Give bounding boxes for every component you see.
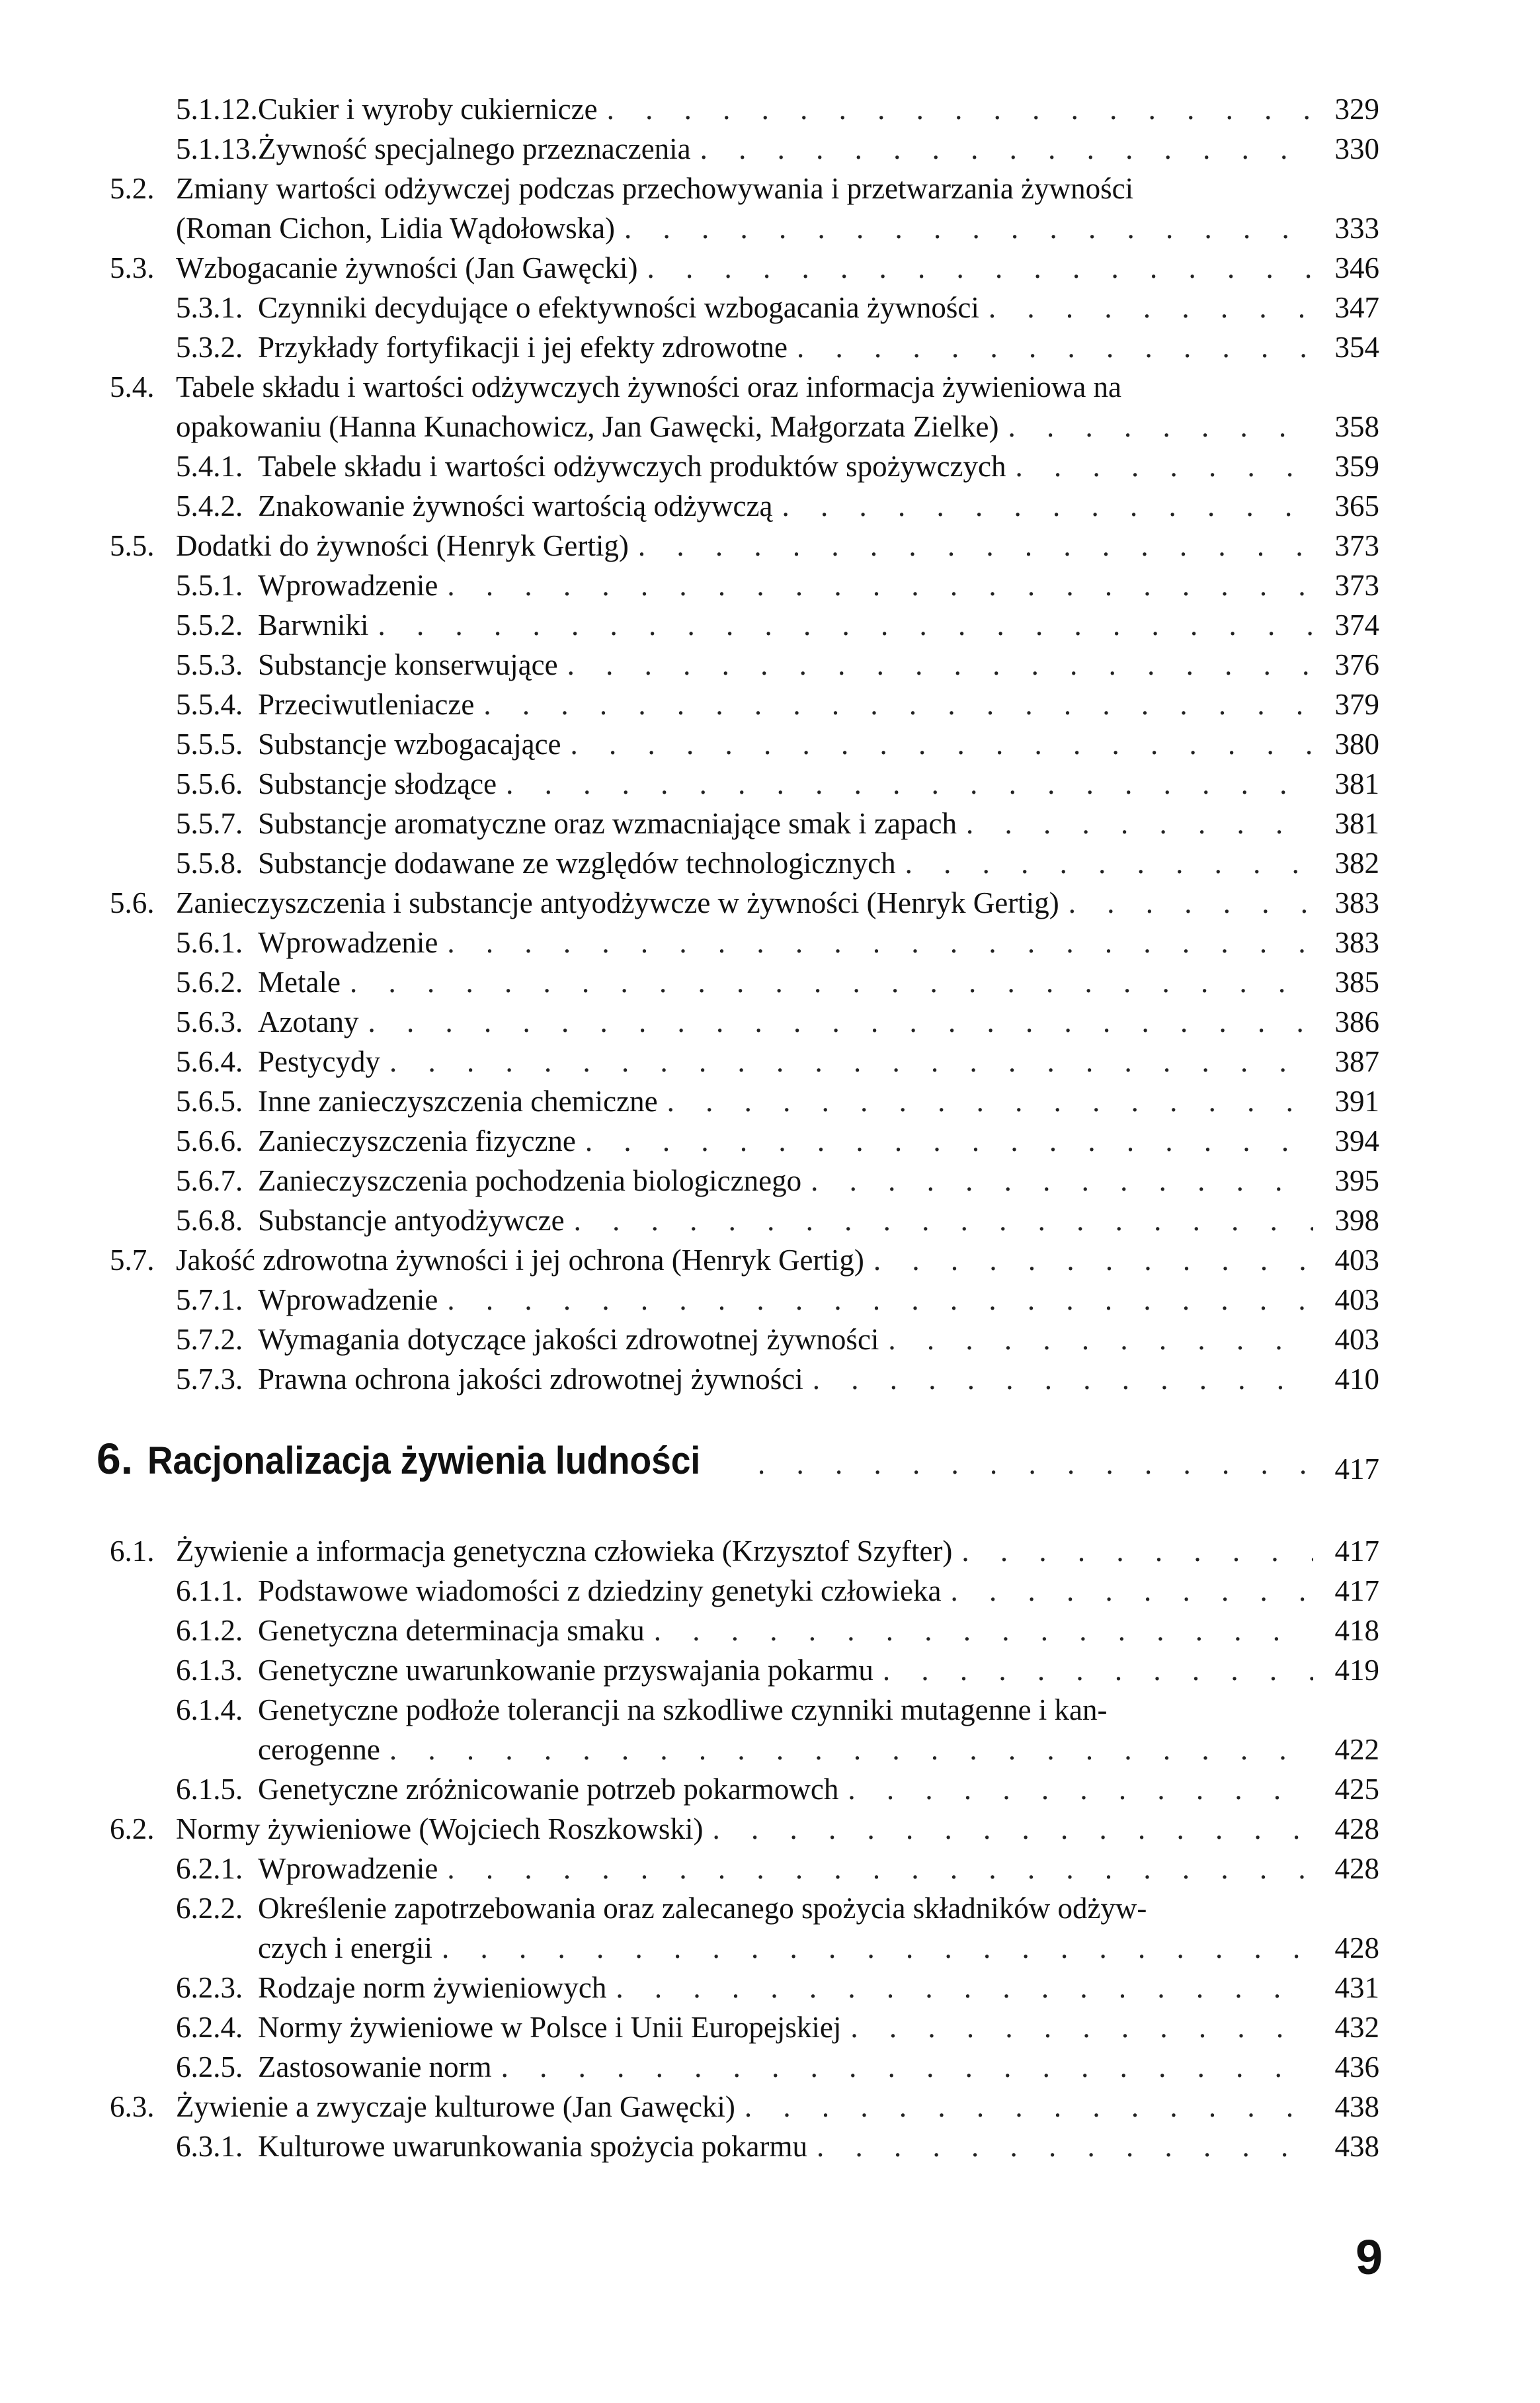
- entry-title: Azotany: [258, 1005, 359, 1038]
- dot-leader: [558, 645, 1313, 685]
- entry-title: Zanieczyszczenia i substancje antyodżywcze w żywności (Henryk Gertig): [176, 886, 1059, 919]
- dot-leader: [691, 129, 1313, 169]
- dot-leader: [358, 1002, 1313, 1042]
- entry-page: 387: [1334, 1045, 1379, 1078]
- toc-entry: [110, 724, 1379, 764]
- entry-page: 373: [1334, 529, 1379, 562]
- entry-page: 386: [1334, 1005, 1379, 1038]
- entry-page: 382: [1334, 847, 1379, 880]
- toc-entry: [110, 962, 1379, 1002]
- dot-leader: [801, 1161, 1313, 1201]
- entry-number: 6.3.1.: [176, 2130, 243, 2163]
- chapter-heading: [97, 1399, 1379, 1531]
- toc-entry: [110, 327, 1379, 367]
- entry-title: Wprowadzenie: [258, 1852, 438, 1885]
- dot-leader: [565, 1201, 1313, 1240]
- entry-title-line: [110, 1161, 1313, 1201]
- dot-leader: [952, 1531, 1313, 1571]
- entry-page: 403: [1334, 1244, 1379, 1277]
- dot-leader: [341, 962, 1313, 1002]
- toc-entry: [110, 1849, 1379, 1888]
- dot-leader: [438, 1280, 1313, 1320]
- dot-leader: [492, 2047, 1313, 2087]
- entry-title-line: [110, 1320, 1313, 1359]
- dot-leader: [497, 764, 1313, 804]
- toc-entry: [110, 645, 1379, 685]
- entry-title: Jakość zdrowotna żywności i jej ochrona (Henryk Gertig): [176, 1244, 864, 1277]
- entry-number: 6.1.3.: [176, 1654, 243, 1687]
- entry-page: 365: [1334, 489, 1379, 523]
- entry-number: 5.6.4.: [176, 1045, 243, 1078]
- entry-title: Wymagania dotyczące jakości zdrowotnej żywności: [258, 1323, 879, 1356]
- toc-entry: [110, 288, 1379, 327]
- entry-number: 6.1.2.: [176, 1614, 243, 1647]
- chapter-number: 6.: [97, 1434, 134, 1483]
- toc-entry: [110, 169, 1379, 248]
- entry-page: 432: [1334, 2011, 1379, 2044]
- toc-entry: [110, 2127, 1379, 2166]
- chapter-title-line: [97, 1433, 1313, 1484]
- entry-title-line: [110, 2087, 1313, 2127]
- entry-title: Inne zanieczyszczenia chemiczne: [258, 1085, 658, 1118]
- entry-title-line: [110, 1928, 1313, 1968]
- entry-title: Określenie zapotrzebowania oraz zalecanego spożycia składników odżyw-: [258, 1892, 1147, 1925]
- entry-page: 383: [1334, 926, 1379, 959]
- entry-title: Dodatki do żywności (Henryk Gertig): [176, 529, 629, 562]
- entry-title-line: [110, 327, 1313, 367]
- entry-title-line: [110, 1730, 1313, 1769]
- entry-page: 376: [1334, 648, 1379, 681]
- entry-number: 5.7.: [110, 1244, 155, 1277]
- entry-title-line: [110, 923, 1313, 962]
- dot-leader: [979, 288, 1313, 327]
- entry-title: Substancje dodawane ze względów technologicznych: [258, 847, 896, 880]
- entry-number: 5.6.5.: [176, 1085, 243, 1118]
- entry-number: 5.7.1.: [176, 1283, 243, 1316]
- entry-number: 5.5.6.: [176, 767, 243, 800]
- entry-number: 6.2.1.: [176, 1852, 243, 1885]
- entry-page: 394: [1334, 1124, 1379, 1158]
- entry-title-line: [110, 566, 1313, 605]
- entry-title: Prawna ochrona jakości zdrowotnej żywności: [258, 1363, 803, 1396]
- entry-number: 5.5.7.: [176, 807, 243, 840]
- toc-entry: [110, 566, 1379, 605]
- dot-leader: [864, 1240, 1313, 1280]
- toc-entry: [110, 1650, 1379, 1690]
- entry-title: opakowaniu (Hanna Kunachowicz, Jan Gawęcki, Małgorzata Zielke): [176, 410, 999, 443]
- entry-title: Genetyczna determinacja smaku: [258, 1614, 645, 1647]
- toc-entry: [110, 367, 1379, 446]
- toc-entry: [110, 1320, 1379, 1359]
- entry-title-line: [110, 764, 1313, 804]
- entry-page: 418: [1334, 1614, 1379, 1647]
- toc-entry: [110, 1201, 1379, 1240]
- entry-title: Normy żywieniowe w Polsce i Unii Europejskiej: [258, 2011, 842, 2044]
- entry-title: Żywienie a informacja genetyczna człowieka (Krzysztof Szyfter): [176, 1535, 953, 1568]
- entry-title-line: [110, 208, 1313, 248]
- entry-number: 6.3.: [110, 2090, 155, 2123]
- entry-number: 5.5.8.: [176, 847, 243, 880]
- entry-number: 5.5.4.: [176, 688, 243, 721]
- entry-title: Metale: [258, 966, 341, 999]
- entry-page: 391: [1334, 1085, 1379, 1118]
- entry-title-line: [110, 169, 1313, 208]
- toc-entry: [110, 2087, 1379, 2127]
- entry-page: 422: [1334, 1733, 1379, 1766]
- entry-title-line: [110, 724, 1313, 764]
- dot-leader: [941, 1571, 1313, 1611]
- entry-title-line: [110, 446, 1313, 486]
- entry-title: Wprowadzenie: [258, 1283, 438, 1316]
- dot-leader: [438, 923, 1313, 962]
- entry-number: 5.4.2.: [176, 489, 243, 523]
- entry-title: Substancje antyodżywcze: [258, 1204, 565, 1237]
- entry-title-line: [110, 1849, 1313, 1888]
- entry-page: 374: [1334, 609, 1379, 642]
- entry-title: Przykłady fortyfikacji i jej efekty zdrowotne: [258, 331, 788, 364]
- entry-title: Zastosowanie norm: [258, 2050, 492, 2084]
- entry-page: 428: [1334, 1812, 1379, 1845]
- entry-page: 403: [1334, 1283, 1379, 1316]
- entry-number: 5.6.8.: [176, 1204, 243, 1237]
- entry-title-line: [110, 645, 1313, 685]
- entry-number: 6.1.: [110, 1535, 155, 1568]
- entry-title-line: [110, 288, 1313, 327]
- entry-title-line: [110, 1809, 1313, 1849]
- toc-entry: [110, 446, 1379, 486]
- toc-entry: [110, 605, 1379, 645]
- entry-title: Znakowanie żywności wartością odżywczą: [258, 489, 773, 523]
- toc-entry: [110, 1280, 1379, 1320]
- entry-title-line: [110, 1968, 1313, 2007]
- entry-title-line: [110, 1280, 1313, 1320]
- entry-title-line: [110, 605, 1313, 645]
- entry-number: 5.6.2.: [176, 966, 243, 999]
- dot-leader: [803, 1359, 1313, 1399]
- entry-title-line: [110, 1531, 1313, 1571]
- entry-title-line: [110, 2127, 1313, 2166]
- entry-page: 438: [1334, 2130, 1379, 2163]
- entry-title: Zanieczyszczenia fizyczne: [258, 1124, 576, 1158]
- entry-number: 5.6.3.: [176, 1005, 243, 1038]
- entry-title: Barwniki: [258, 609, 369, 642]
- entry-page: 333: [1334, 212, 1379, 245]
- entry-page: 425: [1334, 1773, 1379, 1806]
- entry-title: (Roman Cichon, Lidia Wądołowska): [176, 212, 616, 245]
- entry-title-line: [110, 1002, 1313, 1042]
- toc-entry: [110, 1042, 1379, 1081]
- entry-title-line: [110, 129, 1313, 169]
- dot-leader: [637, 248, 1313, 288]
- entry-page: 359: [1334, 450, 1379, 483]
- entry-page: 358: [1334, 410, 1379, 443]
- dot-leader: [474, 685, 1313, 724]
- entry-number: 6.2.2.: [176, 1892, 243, 1925]
- entry-title: Normy żywieniowe (Wojciech Roszkowski): [176, 1812, 704, 1845]
- dot-leader: [735, 2087, 1313, 2127]
- entry-number: 5.1.12.: [176, 93, 258, 126]
- toc-entry: [110, 923, 1379, 962]
- entry-title-line: [110, 1650, 1313, 1690]
- entry-title-line: [110, 486, 1313, 526]
- entry-title-line: [110, 804, 1313, 843]
- dot-leader: [606, 1968, 1313, 2007]
- entry-page: 431: [1334, 1971, 1379, 2004]
- entry-title-line: [110, 1201, 1313, 1240]
- entry-title: Tabele składu i wartości odżywczych produktów spożywczych: [258, 450, 1006, 483]
- entry-page: 410: [1334, 1363, 1379, 1396]
- entry-page: 347: [1334, 291, 1379, 324]
- toc-entry: [110, 1240, 1379, 1280]
- entry-title-line: [110, 1359, 1313, 1399]
- entry-page: 395: [1334, 1164, 1379, 1197]
- dot-leader: [380, 1042, 1313, 1081]
- entry-number: 5.7.2.: [176, 1323, 243, 1356]
- dot-leader: [838, 1769, 1313, 1809]
- entry-title: Cukier i wyroby cukiernicze: [258, 93, 598, 126]
- entry-title-line: [110, 89, 1313, 129]
- toc-entry: [110, 764, 1379, 804]
- dot-leader: [438, 566, 1313, 605]
- dot-leader: [841, 2007, 1313, 2047]
- dot-leader: [438, 1849, 1313, 1888]
- entry-page: 380: [1334, 728, 1379, 761]
- toc-entry: [110, 1571, 1379, 1611]
- toc-entry: [110, 1531, 1379, 1571]
- entry-page: 381: [1334, 767, 1379, 800]
- entry-number: 6.2.3.: [176, 1971, 243, 2004]
- entry-number: 5.5.: [110, 529, 155, 562]
- toc-entry: [110, 1690, 1379, 1769]
- entry-title-line: [110, 1240, 1313, 1280]
- entry-title: Przeciwutleniacze: [258, 688, 475, 721]
- toc-group-chapter-5: [110, 89, 1379, 1399]
- entry-number: 6.2.4.: [176, 2011, 243, 2044]
- toc-entry: [110, 1611, 1379, 1650]
- entry-title: Zmiany wartości odżywczej podczas przechowywania i przetwarzania żywności: [176, 172, 1134, 205]
- entry-number: 6.1.4.: [176, 1693, 243, 1726]
- entry-title: Zanieczyszczenia pochodzenia biologicznego: [258, 1164, 802, 1197]
- dot-leader: [879, 1320, 1313, 1359]
- entry-page: 346: [1334, 251, 1379, 284]
- toc-group-chapter-6: [110, 1531, 1379, 2166]
- entry-title-line: [110, 248, 1313, 288]
- dot-leader: [1006, 446, 1313, 486]
- toc-entry: [110, 1809, 1379, 1849]
- entry-number: 5.3.: [110, 251, 155, 284]
- dot-leader: [1059, 883, 1313, 923]
- entry-title-line: [110, 2047, 1313, 2087]
- dot-leader: [615, 208, 1313, 248]
- entry-number: 5.4.: [110, 370, 155, 403]
- entry-page: 379: [1334, 688, 1379, 721]
- entry-page: 419: [1334, 1654, 1379, 1687]
- entry-title: Wprowadzenie: [258, 926, 438, 959]
- toc-entry: [110, 1359, 1379, 1399]
- dot-leader: [703, 1809, 1313, 1849]
- entry-title: Podstawowe wiadomości z dziedziny genetyki człowieka: [258, 1574, 942, 1607]
- entry-page: 383: [1334, 886, 1379, 919]
- entry-title: Substancje wzbogacające: [258, 728, 561, 761]
- toc-entry: [110, 2007, 1379, 2047]
- dot-leader: [576, 1121, 1313, 1161]
- entry-title-line: [110, 526, 1313, 566]
- toc-entry: [110, 1081, 1379, 1121]
- toc-entry: [110, 804, 1379, 843]
- entry-title: Tabele składu i wartości odżywczych żywności oraz informacja żywieniowa na: [176, 370, 1122, 403]
- entry-title-line: [110, 1769, 1313, 1809]
- entry-title: czych i energii: [258, 1931, 433, 1964]
- entry-number: 5.5.1.: [176, 569, 243, 602]
- toc-entry: [110, 1121, 1379, 1161]
- entry-title: Substancje konserwujące: [258, 648, 558, 681]
- entry-title-line: [110, 1888, 1313, 1928]
- toc-entry: [110, 883, 1379, 923]
- entry-page: 428: [1334, 1931, 1379, 1964]
- dot-leader: [807, 2127, 1313, 2166]
- entry-title: Substancje aromatyczne oraz wzmacniające smak i zapach: [258, 807, 957, 840]
- entry-page: 438: [1334, 2090, 1379, 2123]
- entry-number: 5.4.1.: [176, 450, 243, 483]
- dot-leader: [658, 1081, 1313, 1121]
- chapter-title: Racjonalizacja żywienia ludności: [147, 1439, 701, 1482]
- entry-page: 385: [1334, 966, 1379, 999]
- entry-page: 403: [1334, 1323, 1379, 1356]
- dot-leader: [873, 1650, 1313, 1690]
- entry-title: Wprowadzenie: [258, 569, 438, 602]
- entry-title: Wzbogacanie żywności (Jan Gawęcki): [176, 251, 638, 284]
- entry-number: 5.5.5.: [176, 728, 243, 761]
- entry-number: 5.6.: [110, 886, 155, 919]
- entry-title-line: [110, 962, 1313, 1002]
- entry-number: 5.2.: [110, 172, 155, 205]
- dot-leader: [645, 1611, 1313, 1650]
- entry-title: Kulturowe uwarunkowania spożycia pokarmu: [258, 2130, 808, 2163]
- dot-leader: [788, 327, 1313, 367]
- toc-entry: [110, 129, 1379, 169]
- entry-title-line: [110, 883, 1313, 923]
- entry-title-line: [110, 367, 1313, 407]
- entry-page: 417: [1334, 1535, 1379, 1568]
- entry-title: Genetyczne podłoże tolerancji na szkodliwe czynniki mutagenne i kan-: [258, 1693, 1108, 1726]
- entry-title: Żywienie a zwyczaje kulturowe (Jan Gawęcki): [176, 2090, 735, 2123]
- toc-entry: [110, 89, 1379, 129]
- entry-page: 329: [1334, 93, 1379, 126]
- entry-number: 6.1.1.: [176, 1574, 243, 1607]
- entry-number: 6.2.5.: [176, 2050, 243, 2084]
- toc-entry: [110, 1968, 1379, 2007]
- toc-entry: [110, 1769, 1379, 1809]
- entry-page: 428: [1334, 1852, 1379, 1885]
- entry-title: Pestycydy: [258, 1045, 380, 1078]
- toc-entry: [110, 526, 1379, 566]
- entry-page: 381: [1334, 807, 1379, 840]
- dot-leader: [772, 486, 1313, 526]
- entry-number: 5.6.1.: [176, 926, 243, 959]
- entry-page: 436: [1334, 2050, 1379, 2084]
- entry-title-line: [110, 407, 1313, 446]
- entry-title: Substancje słodzące: [258, 767, 497, 800]
- entry-title: Żywność specjalnego przeznaczenia: [258, 132, 691, 165]
- entry-page: 417: [1334, 1574, 1379, 1607]
- toc-entry: [110, 1161, 1379, 1201]
- table-of-contents: [97, 89, 1379, 2166]
- dot-leader: [368, 605, 1313, 645]
- entry-number: 5.1.13.: [176, 132, 258, 165]
- entry-title-line: [110, 685, 1313, 724]
- entry-number: 5.3.2.: [176, 331, 243, 364]
- entry-number: 6.1.5.: [176, 1773, 243, 1806]
- entry-title: Genetyczne uwarunkowanie przyswajania pokarmu: [258, 1654, 873, 1687]
- toc-entry: [110, 1002, 1379, 1042]
- entry-title-line: [110, 1121, 1313, 1161]
- dot-leader: [598, 89, 1313, 129]
- toc-entry: [110, 248, 1379, 288]
- entry-page: 398: [1334, 1204, 1379, 1237]
- dot-leader: [380, 1730, 1313, 1769]
- entry-title-line: [110, 1690, 1313, 1730]
- toc-entry: [110, 685, 1379, 724]
- entry-title-line: [110, 2007, 1313, 2047]
- entry-title-line: [110, 1611, 1313, 1650]
- entry-title-line: [110, 1042, 1313, 1081]
- dot-leader: [896, 843, 1313, 883]
- page-number: 9: [1356, 2230, 1383, 2285]
- entry-page: 330: [1334, 132, 1379, 165]
- entry-number: 6.2.: [110, 1812, 155, 1845]
- entry-number: 5.3.1.: [176, 291, 243, 324]
- entry-number: 5.5.2.: [176, 609, 243, 642]
- entry-number: 5.5.3.: [176, 648, 243, 681]
- dot-leader: [957, 804, 1313, 843]
- entry-title-line: [110, 843, 1313, 883]
- chapter-page: 417: [1334, 1453, 1379, 1486]
- dot-leader: [999, 407, 1314, 446]
- entry-number: 5.7.3.: [176, 1363, 243, 1396]
- entry-page: 373: [1334, 569, 1379, 602]
- entry-title-line: [110, 1571, 1313, 1611]
- toc-entry: [110, 843, 1379, 883]
- entry-title-line: [110, 1081, 1313, 1121]
- toc-entry: [110, 486, 1379, 526]
- dot-leader: [432, 1928, 1313, 1968]
- entry-title: Genetyczne zróżnicowanie potrzeb pokarmowch: [258, 1773, 839, 1806]
- entry-title: cerogenne: [258, 1733, 380, 1766]
- toc-entry: [110, 2047, 1379, 2087]
- entry-number: 5.6.6.: [176, 1124, 243, 1158]
- entry-title: Rodzaje norm żywieniowych: [258, 1971, 607, 2004]
- dot-leader: [561, 724, 1313, 764]
- dot-leader: [749, 1447, 1313, 1481]
- toc-entry: [110, 1888, 1379, 1968]
- entry-number: 5.6.7.: [176, 1164, 243, 1197]
- entry-title: Czynniki decydujące o efektywności wzbogacania żywności: [258, 291, 979, 324]
- entry-page: 354: [1334, 331, 1379, 364]
- dot-leader: [629, 526, 1313, 566]
